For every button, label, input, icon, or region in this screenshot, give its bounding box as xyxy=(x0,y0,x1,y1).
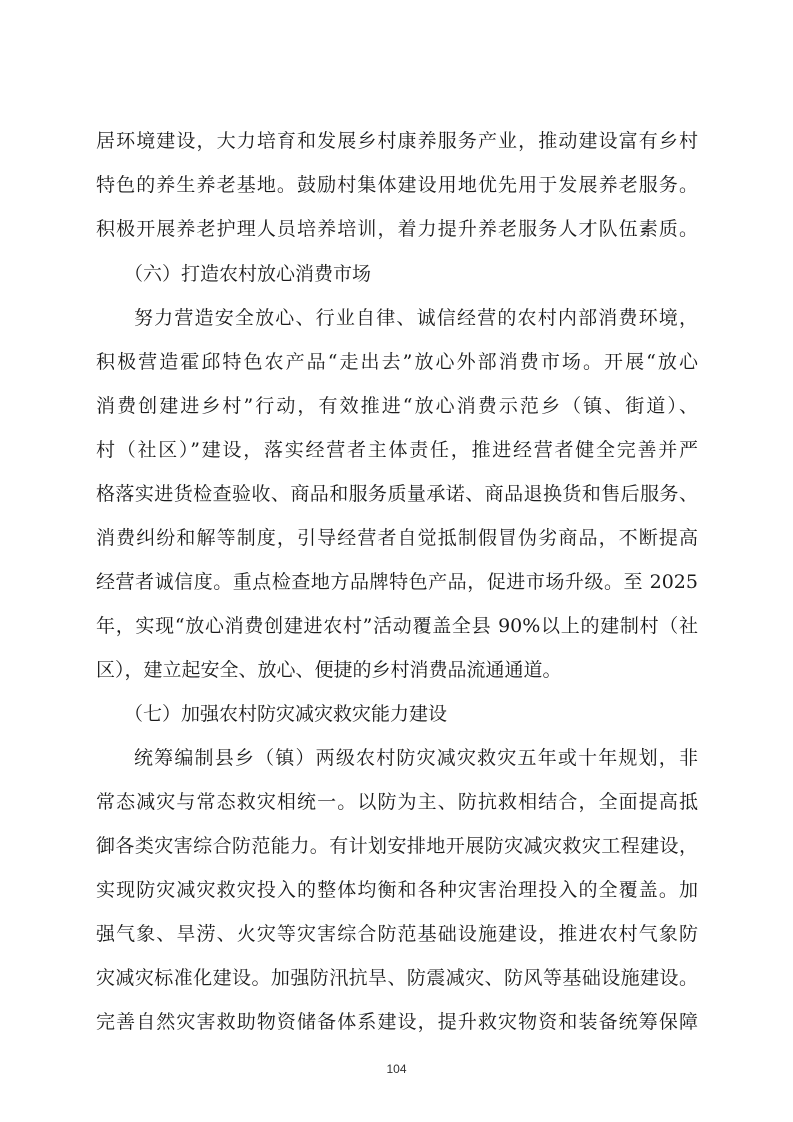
body-text-line: 村（社区）”建设，落实经营者主体责任，推进经营者健全完善并严 xyxy=(96,439,698,461)
page-number: 104 xyxy=(386,1062,407,1076)
section-heading: （六）打造农村放心消费市场 xyxy=(124,263,372,285)
body-text-line: 消费创建进乡村”行动，有效推进“放心消费示范乡（镇、街道）、 xyxy=(96,395,698,417)
body-text-line: 常态减灾与常态救灾相统一。以防为主、防抗救相结合，全面提高抵 xyxy=(96,791,698,813)
body-text-line: 御各类灾害综合防范能力。有计划安排地开展防灾减灾救灾工程建设， xyxy=(96,835,698,857)
body-text-line: 居环境建设，大力培育和发展乡村康养服务产业，推动建设富有乡村 xyxy=(96,130,698,152)
body-text-line: 实现防灾减灾救灾投入的整体均衡和各种灾害治理投入的全覆盖。加 xyxy=(96,879,698,901)
body-text-line: 灾减灾标准化建设。加强防汛抗旱、防震减灾、防风等基础设施建设。 xyxy=(96,967,698,989)
body-text-line: 经营者诚信度。重点检查地方品牌特色产品，促进市场升级。至 2025 xyxy=(96,571,698,593)
body-text-line: 区），建立起安全、放心、便捷的乡村消费品流通通道。 xyxy=(96,659,562,681)
body-text-line: 努力营造安全放心、行业自律、诚信经营的农村内部消费环境， xyxy=(134,307,698,329)
body-text-line: 统筹编制县乡（镇）两级农村防灾减灾救灾五年或十年规划，非 xyxy=(134,747,698,769)
body-text-line: 积极营造霍邱特色农产品“走出去”放心外部消费市场。开展“放心 xyxy=(96,351,698,373)
body-text-line: 完善自然灾害救助物资储备体系建设，提升救灾物资和装备统筹保障 xyxy=(96,1011,698,1033)
body-text-line: 强气象、旱涝、火灾等灾害综合防范基础设施建设，推进农村气象防 xyxy=(96,923,698,945)
body-text-line: 消费纠纷和解等制度，引导经营者自觉抵制假冒伪劣商品，不断提高 xyxy=(96,527,698,549)
body-text-line: 年，实现“放心消费创建进农村”活动覆盖全县 90%以上的建制村（社 xyxy=(96,615,698,637)
body-text-line: 积极开展养老护理人员培养培训，着力提升养老服务人才队伍素质。 xyxy=(96,218,698,240)
body-text-line: 特色的养生养老基地。鼓励村集体建设用地优先用于发展养老服务。 xyxy=(96,174,698,196)
section-heading: （七）加强农村防灾减灾救灾能力建设 xyxy=(124,703,448,725)
body-text-line: 格落实进货检查验收、商品和服务质量承诺、商品退换货和售后服务、 xyxy=(96,483,698,505)
